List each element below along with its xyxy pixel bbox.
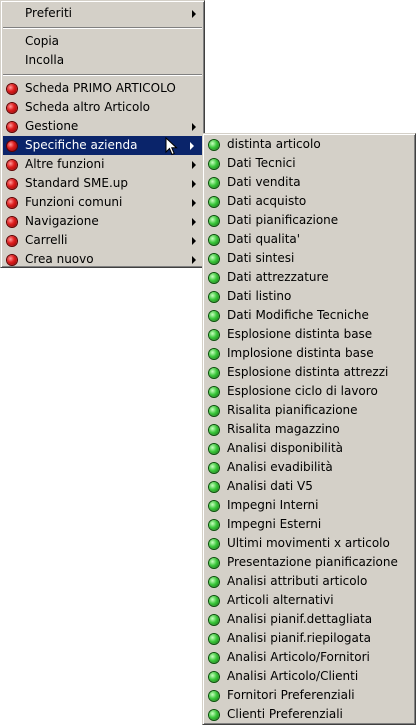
submenu-item[interactable] <box>203 325 415 344</box>
menu-item-label: Crea nuovo <box>25 252 94 266</box>
submenu-item-label: Esplosione distinta base <box>227 327 373 341</box>
menu-item-label: Incolla <box>25 53 65 67</box>
submenu-item-label: Analisi pianif.riepilogata <box>227 631 371 645</box>
menu-item-label: Copia <box>25 34 60 48</box>
green-bullet-icon <box>209 330 219 340</box>
submenu-item-label: Fornitori Preferenziali <box>227 688 355 702</box>
green-bullet-icon <box>209 691 219 701</box>
submenu-item-label: Analisi Articolo/Fornitori <box>227 650 370 664</box>
submenu-item-label: Analisi pianif.dettagliata <box>227 612 373 626</box>
green-bullet-icon <box>209 463 219 473</box>
submenu-item-label: Dati listino <box>227 289 292 303</box>
green-bullet-icon <box>209 672 219 682</box>
submenu-item[interactable] <box>203 629 415 648</box>
submenu-item[interactable] <box>203 230 415 249</box>
context-menu <box>0 0 205 268</box>
menu-item-label: Scheda PRIMO ARTICOLO <box>25 81 176 95</box>
submenu-item[interactable] <box>203 667 415 686</box>
submenu-item[interactable] <box>203 268 415 287</box>
red-bullet-icon <box>7 179 17 189</box>
submenu-item-label: Esplosione distinta attrezzi <box>227 365 389 379</box>
green-bullet-icon <box>209 615 219 625</box>
submenu-item[interactable] <box>203 705 415 724</box>
menu-item-label: Gestione <box>25 119 79 133</box>
submenu-item-label: Analisi Articolo/Clienti <box>227 669 359 683</box>
green-bullet-icon <box>209 444 219 454</box>
red-bullet-icon <box>7 198 17 208</box>
submenu-item[interactable] <box>203 382 415 401</box>
submenu-item[interactable] <box>203 173 415 192</box>
menu-item-scheda-primo-articolo[interactable] <box>1 79 204 98</box>
green-bullet-icon <box>209 634 219 644</box>
submenu-item-label: Analisi attributi articolo <box>227 574 368 588</box>
green-bullet-icon <box>209 349 219 359</box>
red-bullet-icon <box>7 217 17 227</box>
green-bullet-icon <box>209 501 219 511</box>
submenu-item[interactable] <box>203 401 415 420</box>
red-bullet-icon <box>7 103 17 113</box>
menu-item-crea-nuovo[interactable] <box>1 250 204 269</box>
red-bullet-icon <box>7 141 17 151</box>
submenu-item[interactable] <box>203 249 415 268</box>
green-bullet-icon <box>209 596 219 606</box>
submenu-item-label: Analisi evadibilità <box>227 460 333 474</box>
menu-item-label: Funzioni comuni <box>25 195 123 209</box>
green-bullet-icon <box>209 368 219 378</box>
submenu-arrow-icon <box>192 10 196 18</box>
submenu-item[interactable] <box>203 135 415 154</box>
red-bullet-icon <box>7 255 17 265</box>
submenu-item-label: Ultimi movimenti x articolo <box>227 536 390 550</box>
submenu-item-label: distinta articolo <box>227 137 321 151</box>
red-bullet-icon <box>7 84 17 94</box>
green-bullet-icon <box>209 520 219 530</box>
green-bullet-icon <box>209 577 219 587</box>
menu-item-label: Specifiche azienda <box>25 138 138 152</box>
submenu-item-label: Articoli alternativi <box>227 593 334 607</box>
submenu-item[interactable] <box>203 534 415 553</box>
green-bullet-icon <box>209 235 219 245</box>
submenu-item-label: Esplosione ciclo di lavoro <box>227 384 378 398</box>
menu-item-copia[interactable] <box>1 32 204 51</box>
menu-item-funzioni-comuni[interactable] <box>1 193 204 212</box>
submenu-arrow-icon <box>192 123 196 131</box>
green-bullet-icon <box>209 216 219 226</box>
submenu-item[interactable] <box>203 477 415 496</box>
submenu-item[interactable] <box>203 610 415 629</box>
menu-item-altre-funzioni[interactable] <box>1 155 204 174</box>
red-bullet-icon <box>7 160 17 170</box>
submenu-item[interactable] <box>203 591 415 610</box>
submenu-item-label: Dati pianificazione <box>227 213 339 227</box>
submenu-item-label: Clienti Preferenziali <box>227 707 343 721</box>
submenu-item-label: Risalita pianificazione <box>227 403 358 417</box>
menu-separator <box>1 23 204 32</box>
submenu-item-label: Risalita magazzino <box>227 422 340 436</box>
submenu-arrow-icon <box>192 218 196 226</box>
red-bullet-icon <box>7 122 17 132</box>
submenu-item-label: Implosione distinta base <box>227 346 374 360</box>
submenu-item[interactable] <box>203 306 415 325</box>
green-bullet-icon <box>209 159 219 169</box>
menu-item-label: Navigazione <box>25 214 99 228</box>
submenu-item[interactable] <box>203 154 415 173</box>
submenu-item-label: Dati Modifiche Tecniche <box>227 308 369 322</box>
submenu-specifiche-azienda <box>202 133 416 725</box>
menu-item-label: Standard SME.up <box>25 176 128 190</box>
menu-item-carrelli[interactable] <box>1 231 204 250</box>
submenu-item[interactable] <box>203 363 415 382</box>
submenu-arrow-icon <box>190 142 194 150</box>
submenu-arrow-icon <box>192 199 196 207</box>
menu-item-specifiche-azienda[interactable] <box>3 136 202 155</box>
submenu-item[interactable] <box>203 458 415 477</box>
submenu-item-label: Dati acquisto <box>227 194 307 208</box>
green-bullet-icon <box>209 482 219 492</box>
submenu-item-label: Dati vendita <box>227 175 301 189</box>
submenu-arrow-icon <box>192 237 196 245</box>
green-bullet-icon <box>209 710 219 720</box>
red-bullet-icon <box>7 236 17 246</box>
submenu-item[interactable] <box>203 496 415 515</box>
submenu-item[interactable] <box>203 287 415 306</box>
menu-item-label: Preferiti <box>25 6 72 20</box>
submenu-item-label: Analisi dati V5 <box>227 479 313 493</box>
menu-item-preferiti[interactable] <box>1 4 204 23</box>
menu-item-incolla[interactable] <box>1 51 204 70</box>
submenu-item-label: Impegni Esterni <box>227 517 322 531</box>
submenu-arrow-icon <box>192 161 196 169</box>
menu-item-standard-smeup[interactable] <box>1 174 204 193</box>
green-bullet-icon <box>209 311 219 321</box>
green-bullet-icon <box>209 653 219 663</box>
submenu-item-label: Dati qualita' <box>227 232 301 246</box>
green-bullet-icon <box>209 273 219 283</box>
menu-item-navigazione[interactable] <box>1 212 204 231</box>
green-bullet-icon <box>209 178 219 188</box>
submenu-item-label: Dati sintesi <box>227 251 295 265</box>
green-bullet-icon <box>209 425 219 435</box>
menu-item-label: Carrelli <box>25 233 68 247</box>
submenu-item[interactable] <box>203 515 415 534</box>
green-bullet-icon <box>209 558 219 568</box>
submenu-item[interactable] <box>203 420 415 439</box>
green-bullet-icon <box>209 387 219 397</box>
submenu-item[interactable] <box>203 553 415 572</box>
menu-item-gestione[interactable] <box>1 117 204 136</box>
green-bullet-icon <box>209 197 219 207</box>
submenu-item[interactable] <box>203 192 415 211</box>
submenu-item-label: Analisi disponibilità <box>227 441 344 455</box>
submenu-item[interactable] <box>203 686 415 705</box>
menu-item-label: Altre funzioni <box>25 157 105 171</box>
submenu-item[interactable] <box>203 439 415 458</box>
submenu-arrow-icon <box>192 256 196 264</box>
submenu-item[interactable] <box>203 572 415 591</box>
green-bullet-icon <box>209 406 219 416</box>
submenu-item-label: Dati Tecnici <box>227 156 296 170</box>
menu-separator <box>1 70 204 79</box>
submenu-item[interactable] <box>203 648 415 667</box>
submenu-item[interactable] <box>203 344 415 363</box>
submenu-item-label: Impegni Interni <box>227 498 319 512</box>
submenu-item-label: Dati attrezzature <box>227 270 329 284</box>
submenu-item[interactable] <box>203 211 415 230</box>
green-bullet-icon <box>209 140 219 150</box>
green-bullet-icon <box>209 292 219 302</box>
green-bullet-icon <box>209 254 219 264</box>
submenu-item-label: Presentazione pianificazione <box>227 555 398 569</box>
menu-item-scheda-altro-articolo[interactable] <box>1 98 204 117</box>
menu-item-label: Scheda altro Articolo <box>25 100 151 114</box>
green-bullet-icon <box>209 539 219 549</box>
submenu-arrow-icon <box>192 180 196 188</box>
